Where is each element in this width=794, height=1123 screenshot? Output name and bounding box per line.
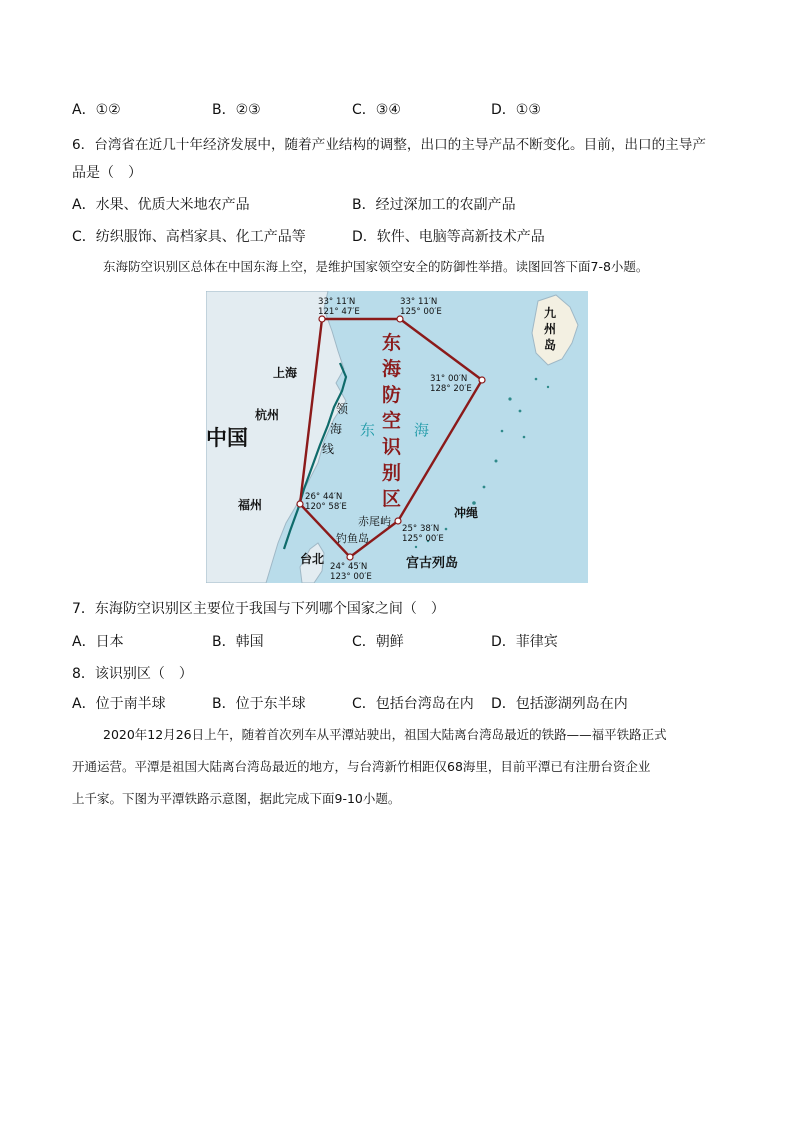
label-territorial-3: 线 bbox=[322, 442, 335, 456]
intro-9-10-line2: 开通运营。平潭是祖国大陆离台湾岛最近的地方，与台湾新竹相距仅68海里，目前平潭已有注册台资企业 bbox=[72, 759, 651, 774]
q5-option-d: D．①③ bbox=[491, 102, 541, 118]
label-taibei: 台北 bbox=[300, 552, 325, 566]
zone-title-2: 海 bbox=[382, 358, 402, 380]
zone-title-6: 别 bbox=[382, 462, 402, 484]
intro-7-8: 东海防空识别区总体在中国东海上空，是维护国家领空安全的防御性举措。读图回答下面7-8小题。 bbox=[103, 259, 649, 274]
intro-9-10-line3: 上千家。下图为平潭铁路示意图，据此完成下面9-10小题。 bbox=[72, 791, 401, 806]
q5-option-b: B．②③ bbox=[212, 102, 261, 118]
q8-option-b: B．位于东半球 bbox=[212, 696, 306, 712]
intro-9-10-line1: 2020年12月26日上午，随着首次列车从平潭站驶出，祖国大陆离台湾岛最近的铁路——福平铁路正式 bbox=[103, 727, 667, 742]
q7-option-b: B．韩国 bbox=[212, 634, 264, 650]
q8-option-c: C．包括台湾岛在内 bbox=[352, 696, 474, 712]
q6-stem-line1: 6．台湾省在近几十年经济发展中，随着产业结构的调整，出口的主导产品不断变化。目前，出口的主导产 bbox=[72, 137, 706, 153]
coord-e-lat: 31° 00′N bbox=[430, 374, 468, 384]
label-territorial-2: 海 bbox=[330, 422, 343, 436]
q8-option-d: D．包括澎湖列岛在内 bbox=[491, 696, 628, 712]
coord-ne-lat: 33° 11′N bbox=[400, 297, 438, 307]
zone-title-4: 空 bbox=[382, 410, 402, 432]
label-china: 中国 bbox=[206, 426, 248, 450]
coord-w-lat: 26° 44′N bbox=[305, 492, 343, 502]
label-fuzhou: 福州 bbox=[238, 498, 263, 512]
label-kyushu-2: 州 bbox=[544, 322, 557, 336]
label-shanghai: 上海 bbox=[273, 366, 298, 380]
coord-nw-lat: 33° 11′N bbox=[318, 297, 356, 307]
label-hangzhou: 杭州 bbox=[255, 408, 280, 422]
east-china-sea-adiz-map bbox=[206, 291, 588, 583]
coord-nw-lon: 121° 47′E bbox=[318, 307, 360, 317]
q6-option-d: D．软件、电脑等高新技术产品 bbox=[352, 229, 545, 245]
coord-s-lon: 123° 00′E bbox=[330, 572, 372, 582]
q7-stem: 7．东海防空识别区主要位于我国与下列哪个国家之间（ ） bbox=[72, 601, 445, 617]
coord-s-lat: 24° 45′N bbox=[330, 562, 368, 572]
q7-option-c: C．朝鲜 bbox=[352, 634, 404, 650]
zone-title-5: 识 bbox=[382, 436, 402, 458]
q6-option-b: B．经过深加工的农副产品 bbox=[352, 197, 516, 213]
q5-option-c: C．③④ bbox=[352, 102, 401, 118]
label-territorial-1: 领 bbox=[336, 402, 349, 416]
label-diaoyu: 钓鱼岛 bbox=[336, 532, 369, 545]
label-east-sea-2: 海 bbox=[414, 421, 430, 439]
q5-option-a: A．①② bbox=[72, 102, 121, 118]
coord-se-lat: 25° 38′N bbox=[402, 524, 440, 534]
q6-stem-line2: 品是（ ） bbox=[72, 165, 142, 181]
coord-w-lon: 120° 58′E bbox=[305, 502, 347, 512]
q8-option-a: A．位于南半球 bbox=[72, 696, 166, 712]
coord-se-lon: 125° 00′E bbox=[402, 534, 444, 544]
q8-stem: 8．该识别区（ ） bbox=[72, 666, 193, 682]
label-miyako: 宫古列岛 bbox=[406, 556, 459, 571]
zone-title-7: 区 bbox=[382, 488, 402, 510]
label-chiwei: 赤尾屿 bbox=[358, 515, 391, 528]
label-kyushu-3: 岛 bbox=[544, 338, 557, 352]
q6-option-c: C．纺织服饰、高档家具、化工产品等 bbox=[72, 229, 306, 245]
q6-option-a: A．水果、优质大米地农产品 bbox=[72, 197, 250, 213]
coord-ne-lon: 125° 00′E bbox=[400, 307, 442, 317]
zone-title-1: 东 bbox=[382, 332, 402, 354]
zone-title-3: 防 bbox=[382, 384, 402, 406]
coord-e-lon: 128° 20′E bbox=[430, 384, 472, 394]
label-okinawa: 冲绳 bbox=[454, 506, 479, 520]
label-kyushu-1: 九 bbox=[544, 306, 557, 320]
q7-option-d: D．菲律宾 bbox=[491, 634, 558, 650]
label-east-sea-1: 东 bbox=[360, 421, 376, 439]
q7-option-a: A．日本 bbox=[72, 634, 124, 650]
